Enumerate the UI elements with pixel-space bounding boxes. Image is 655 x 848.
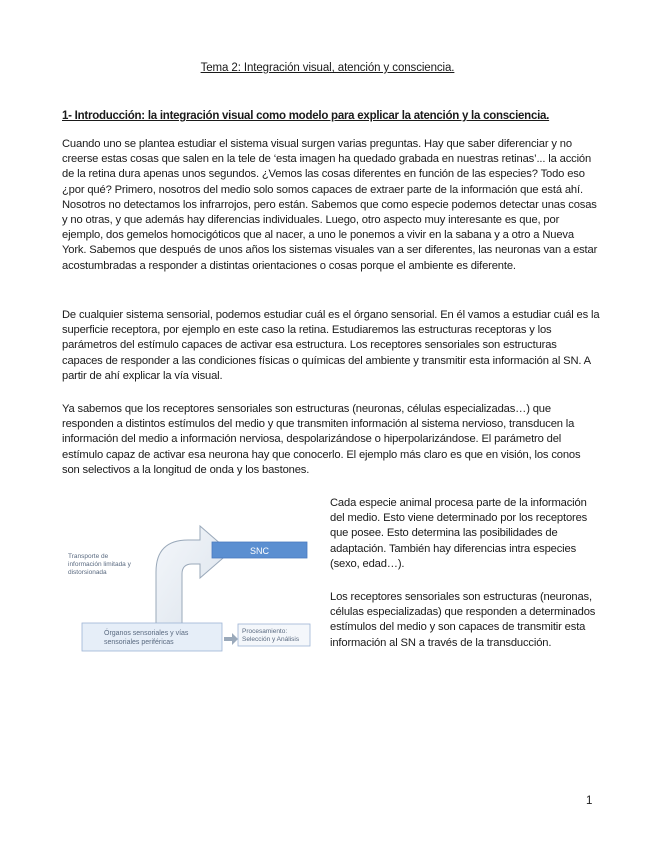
transport-label-line: Transporte de xyxy=(68,553,109,560)
sensory-system-diagram xyxy=(60,500,320,670)
snc-label: SNC xyxy=(249,546,270,556)
organs-label-line: Órganos sensoriales y vías xyxy=(104,630,189,637)
processing-label-line: Procesamiento: xyxy=(242,628,288,635)
side-paragraph: Los receptores sensoriales son estructuras (neuronas, células especializadas) que responden a determinados estímulos del medio y son capaces de transmitir esta información al SN a través de la transducción. xyxy=(330,591,596,649)
organs-box xyxy=(82,623,222,651)
side-paragraph: Cada especie animal procesa parte de la información del medio. Esto viene determinado por los receptores que posee. Esto determina las posibilidades de adaptación. También hay diferencias intra especies (sexo, edad…). xyxy=(330,497,588,570)
page-title: Tema 2: Integración visual, atención y consciencia. xyxy=(200,62,455,74)
straight-arrow xyxy=(224,633,238,645)
paragraph: Ya sabemos que los receptores sensoriales son estructuras (neuronas, células especializadas…) que responden a distintos estímulos del medio y que transmiten información al sistema nervioso, transducen la información del medio a información nerviosa, despolarizándose o hiperpolarizándose. El parámetro del estímulo capaz de activar esa neurona hay que conocerlo. El ejemplo más claro es que en visión, los conos son selectivos a la longitud de onda y los bastones. xyxy=(62,403,581,476)
transport-label xyxy=(68,553,133,576)
processing-label-line: Selección y Análisis xyxy=(242,636,300,643)
transport-label-line: distorsionada xyxy=(68,569,107,576)
organs-label-line: sensoriales periféricas xyxy=(104,639,174,646)
paragraph: Cuando uno se plantea estudiar el sistema visual surgen varias preguntas. Hay que saber diferenciar y no creerse estas cosas que salen en la tele de ‘esta imagen ha quedado grabada en nuestras retinas’... la acción de la retina dura apenas unos segundos. ¿Vemos las cosas diferentes en función de las especies? Todo eso ¿por qué? Primero, nosotros del medio solo somos capaces de extraer parte de la información que está ahí. Nosotros no detectamos los infrarrojos, pero están. Sabemos que como especie podemos detectar unas cosas y no otras, y que además hay diferencias individuales. Luego, otro aspecto muy interesante es que, por ejemplo, dos gemelos homocigóticos que al nacer, a uno le ponemos a vivir en la sabana y a otro a Nueva York. Sabemos que después de unos años los sistemas visuales van a ser diferentes, las neuronas van a estar acostumbradas a responder a distintas orientaciones o cosas porque el ambiente es diferente. xyxy=(62,138,598,272)
paragraph: De cualquier sistema sensorial, podemos estudiar cuál es el órgano sensorial. En él vamos a estudiar cuál es la superficie receptora, por ejemplo en este caso la retina. Estudiaremos las estructuras receptoras y los parámetros del estímulo capaces de activar esa estructura. Los receptores sensoriales son estructuras capaces de responder a las condiciones físicas o químicas del ambiente y transmitir esta información al SN. A partir de ahí explicar la vía visual. xyxy=(62,309,600,382)
page-number: 1 xyxy=(586,795,593,807)
section-heading: 1- Introducción: la integración visual como modelo para explicar la atención y la consciencia. xyxy=(62,110,550,122)
transport-label-line: información limitada y xyxy=(68,561,131,568)
